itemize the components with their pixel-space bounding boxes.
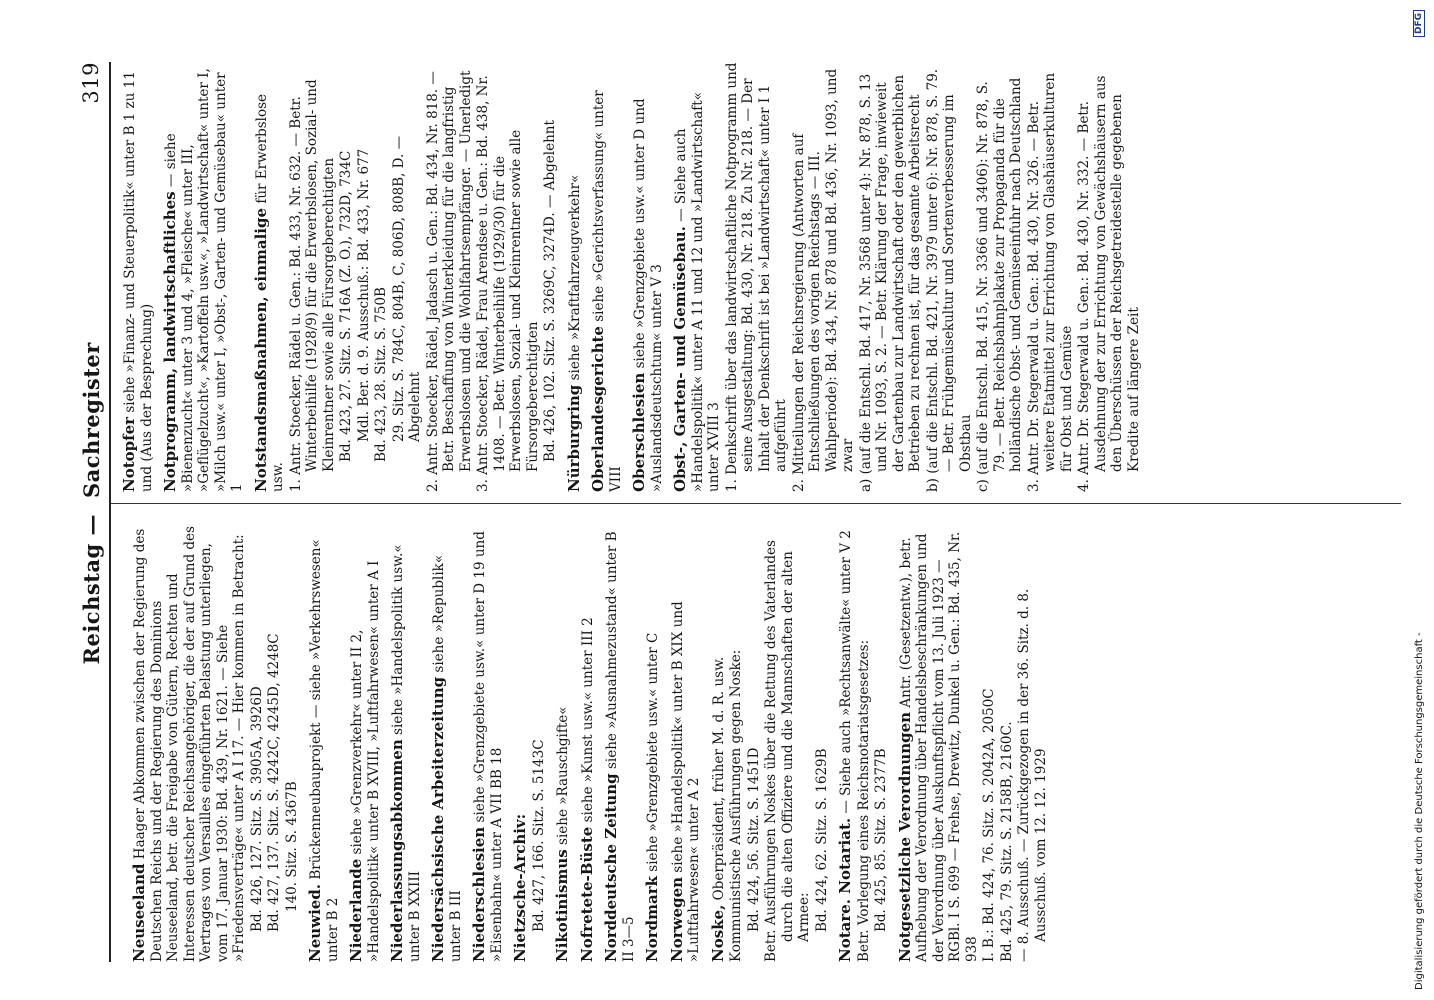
entry-text: siehe »Republik« unter B III [431,554,464,962]
entry-subline: a) (auf die Entschl. Bd. 417, Nr. 3568 unter 4): Nr. 878, S. 13 und Nr. 1093, S. 2. — Betr. Klärung der Frage, inwieweit der Gartenbau zur Landwirtschaft oder den gewerblichen Betrieben zu rechnen ist, für das gesamte Arbeitsrecht [857,73,923,492]
index-entry [512,517,547,962]
entry-subline: Kommunistische Ausführungen gegen Noske: [728,649,744,962]
index-entry [590,62,624,492]
entry-line [672,62,723,492]
entry-text: siehe »Kunst usw.« unter III 2 [579,617,596,823]
entry-line [837,517,855,962]
entry-heading: Noske, [708,904,727,962]
entry-subline: 1. Antr. Stoecker, Rädel u. Gen.: Bd. 433, Nr. 632. — Betr. Winterbeihilfe (1928/9) für die Erwerbslosen, Sozial- und Kleinrentner sowie alle Fürsorgeberechtigten [287,79,337,492]
entry-line [307,517,341,962]
entry-text: für Erwerbslose usw. [253,93,286,492]
index-entry [837,517,890,962]
entry-line [121,62,155,492]
index-entry [672,62,1142,492]
rotated-page [75,62,1405,962]
index-entry [253,62,559,492]
entry-line [566,62,584,492]
entry-text: siehe »Grenzgebiete usw.« unter D 19 und »Eisenbahn« unter A VII BB 18 [472,531,505,962]
entry-text: siehe »Gerichtsverfassung« unter VIII [591,90,624,492]
header-left-title: Reichstag — [79,514,104,665]
entry-line [603,517,637,962]
entry-heading: Norwegen [667,876,686,962]
citation-line: Bd. 424, 56. Sitz. S. 1451D [745,747,762,932]
left-column [121,517,1056,962]
citation-line: Bd. 425, 85. Sitz. S. 2377B [873,748,889,932]
entry-subline: 2. Antr. Stoecker, Rädel, Jadasch u. Gen.: Bd. 434, Nr. 818. — Betr. Beschaffung von Winterkleidung für die langfristig Erwerbslosen und die Wohlfahrtsempfänger. — Unerledigt [424,70,474,492]
entry-heading: Notopfer [120,416,138,492]
entry-line [471,517,505,962]
entry-heading: Notstandsmaßnahmen, einmalige [251,207,270,492]
entry-heading: Niederschlesien [470,826,488,962]
entry-line [644,517,662,962]
entry-line [897,517,981,962]
entry-text: siehe »Grenzgebiete usw.« unter C [645,632,661,872]
citation-line: Bd. 426, 102. Sitz. S. 3269C, 3274D. — Abgelehnt [542,120,558,462]
index-entry [348,517,382,962]
entry-heading: Niederlassungsabkommen [388,739,406,962]
entry-text: siehe »Finanz- und Steuerpolitik« unter B 1 zu 11 und (Aus der Besprechung) [122,71,155,492]
entry-line [512,517,530,962]
entry-line [554,517,572,962]
index-entry [121,62,155,492]
index-entry [669,517,703,962]
index-entry [644,517,662,962]
header-right-title: Sachregister [79,342,104,498]
index-entry [897,517,1050,962]
entry-text: siehe »Ausnahmezustand« unter B II 3—5 [604,531,637,962]
citation-line: Bd. 424, 62. Sitz. S. 1629B [813,748,830,932]
entry-heading: Norddeutsche Zeitung [602,773,620,962]
column-divider [111,503,1401,504]
entry-text: — siehe »Bienenzucht« unter 3 und 4, »Fleische« unter III, »Geflügelzucht«, »Kartoffeln usw.«, »Landwirtschaft« unter I, »Milch usw.« unter I, »Obst-, Garten- und Gemüsebau« unter 1 [163,68,245,492]
page-header [75,62,109,962]
entry-line [162,62,246,492]
entry-heading: Oberschlesien [630,372,648,492]
index-entry [430,517,464,962]
citation-line: Bd. 427, 166. Sitz. S. 5143C [530,739,547,932]
entry-subline: 3. Antr. Stoecker, Rädel, Frau Arendsee u. Gen.: Bd. 438, Nr. 1408. — Betr. Winterbeihilfe (1929/30) für die Erwerbslosen, Sozial- und Kleinrentner sowie alle Fürsorgeberechtigten [475,75,541,492]
entry-text: Oberpräsident, früher M. d. R. usw. [710,656,727,901]
citation-line: Bd. 427, 137. Sitz. S. 4242C, 4245D, 4248C [266,633,282,932]
entry-heading: Neuwied. [306,883,324,962]
entry-line [131,517,248,962]
entry-text: siehe »Handelspolitik« unter B XIX und »Luftfahrwesen« unter A 2 [669,601,702,962]
index-entry [307,517,341,962]
index-entry [389,517,423,962]
entry-line [669,517,703,962]
entry-line [430,517,464,962]
entry-text: Haager Abkommen zwischen der Regierung des Deutschen Reichs und der Regierung des Dominions Neuseeland, betr. die Freigabe von Gütern, Rechten und Interessen deutscher Reichsangehöriger, die der auf Grund des Vertrages von Versailles eingeführten Belastung unterliegen, vom 17. Januar 1930: Bd. 439, Nr. 1621. — Siehe »Friedensverträge« unter A I 17. — Hier kommen in Betracht: [132,526,247,962]
page-number: 319 [79,62,103,104]
entry-subline: 4. Antr. Dr. Stegerwald u. Gen.: Bd. 430, Nr. 332. — Betr. Ausdehnung der zur Errichtung von Gewächshäusern aus den Überschüssen der Reichsgetreidestelle gegebenen Kredite auf längere Zeit [1076,75,1142,492]
sidebar-credit-text: Digitalisierung gefördert durch die Deutsche Forschungsgemeinschaft - [1413,632,1425,990]
citation-line: Bd. 423, 28. Sitz. S. 750B [373,287,389,462]
entry-heading: Niederlande [347,858,365,962]
index-entry [162,62,246,492]
index-entry [566,62,584,492]
entry-subline: 2. Mitteilungen der Reichsregierung (Antworten auf Entschließungen des vorigen Reichstags — III. Wahlperiode): Bd. 434, Nr. 878 und Bd. 436, Nr. 1093, und zwar [790,68,856,492]
entry-heading: Nietzsche-Archiv: [511,813,529,962]
index-entry [631,62,665,492]
index-entry [603,517,637,962]
entry-subline: 3. Antr. Dr. Stegerwald u. Gen.: Bd. 430, Nr. 326. — Betr. weitere Etatmittel zur Errichtung von Glashäuserkulturen für Obst und Gemüse [1025,72,1075,492]
entry-line [389,517,423,962]
entry-text: — Siehe auch »Rechtsanwälte« unter V 2 [838,530,854,814]
index-entry [121,517,300,962]
entry-subline: Betr. Vorlegung eines Reichsnotariatsgesetzes: [855,639,872,962]
sidebar-credit [1410,10,1428,990]
entry-line [348,517,382,962]
citation-line: 29. Sitz. S. 784C, 804B, C, 806D, 808B, D. — Abgelehnt [390,135,423,442]
entry-heading: Notgesetzliche Verordnungen [895,711,914,962]
citation-line: Bd. 426, 127. Sitz. S. 3905A, 3926D [248,686,265,932]
entry-heading: Oberlandesgerichte [589,326,607,492]
entry-heading: Nordmark [643,876,661,962]
entry-line [631,62,665,492]
index-entry [710,517,831,962]
index-entry [554,517,572,962]
index-entry [579,517,597,962]
entry-text: siehe »Rauschgifte« [555,706,571,845]
dfg-logo: DFG [1413,10,1425,37]
entry-heading: Notprogramm, landwirtschaftliches [161,191,179,492]
entry-line [579,517,597,962]
citation-line: Bd. 423, 27. Sitz. S. 716A (Z. O.), 732D, 734C [338,150,354,462]
entry-heading: Niedersächsische Arbeiterzeitung [429,676,447,962]
entry-text: — Siehe auch »Handelspolitik« unter A 11 und 12 und »Landwirtschaft« unter XVIII 3 [673,92,722,492]
entry-text: siehe »Kraftfahrzeugverkehr« [566,174,583,381]
citation-line: 140. Sitz. S. 4367B [283,781,300,912]
entry-text: siehe »Handelspolitik usw.« unter B XXIII [390,544,423,962]
entry-heading: Obst-, Garten- und Gemüsebau. [671,226,689,492]
entry-subline: I. B.: Bd. 424, 76. Sitz. S. 2042A, 2050C [981,688,997,962]
entry-heading: Nofretete-Büste [577,826,596,962]
header-rule [109,62,111,962]
entry-line [253,62,287,492]
entry-heading: Nürburgring [564,384,583,492]
entry-subline: — 8. Ausschuß. — Zurückgezogen in der 36. Sitz. d. 8. Ausschuß. vom 12. 12. 1929 [1016,588,1049,962]
entry-subline: b) (auf die Entschl. Bd. 421, Nr. 3979 unter 6): Nr. 878, S. 79. — Betr. Frühgemüsekultur und Sortenverbesserung im Obstbau [924,68,974,492]
right-column [121,62,1149,492]
entry-subline: Betr. Ausführungen Noskes über die Rettung des Vaterlandes durch die alten Offiziere und die Mannschaften der alten Armee: [763,540,812,962]
entry-text: siehe »Grenzverkehr« unter II 2, »Handelspolitik« unter B XVIII, »Luftfahrwesen« unter A I [349,560,382,962]
entry-text: Brückenneubauprojekt — siehe »Verkehrswesen« unter B 2 [308,539,341,962]
index-entry [471,517,505,962]
citation-line: Mdl. Ber. d. 9. Ausschuß.: Bd. 433, Nr. 677 [355,148,372,442]
entry-heading: Notare. Notariat. [836,817,854,962]
entry-subline: Bd. 425, 79. Sitz. S. 2158B, 2160C. [998,721,1015,962]
entry-heading: Neuseeland [130,863,148,962]
entry-subline: c) (auf die Entschl. Bd. 415, Nr. 3366 und 3406): Nr. 878, S. 79. — Betr. Reichsbahnplakate zur Propaganda für die holländische Obst- und Gemüseeinfuhr nach Deutschland [975,77,1024,492]
entry-line [590,62,624,492]
entry-subline: 1. Denkschrift über das landwirtschaftliche Notprogramm und seine Ausgestaltung: Bd. 430, Nr. 218. Zu Nr. 218. — Der Inhalt der Denkschrift ist bei »Landwirtschaft« unter I 1 aufgeführt [723,62,789,492]
entry-text: Antr. (Gesetzentw.), betr. Aufhebung der Verordnung über Handelsbeschränkungen und der Verordnung über Auskunftspflicht vom 13. Juli 1923 — RGBl. I S. 699 — Frehse, Drewitz, Dunkel u. Gen.: Bd. 435, Nr. 938 [897,531,980,962]
entry-line [710,517,728,962]
entry-heading: Nikotinismus [553,849,571,962]
entry-text: siehe »Grenzgebiete usw.« unter D und »Auslandsdeutschtum« unter V 3 [632,98,665,492]
